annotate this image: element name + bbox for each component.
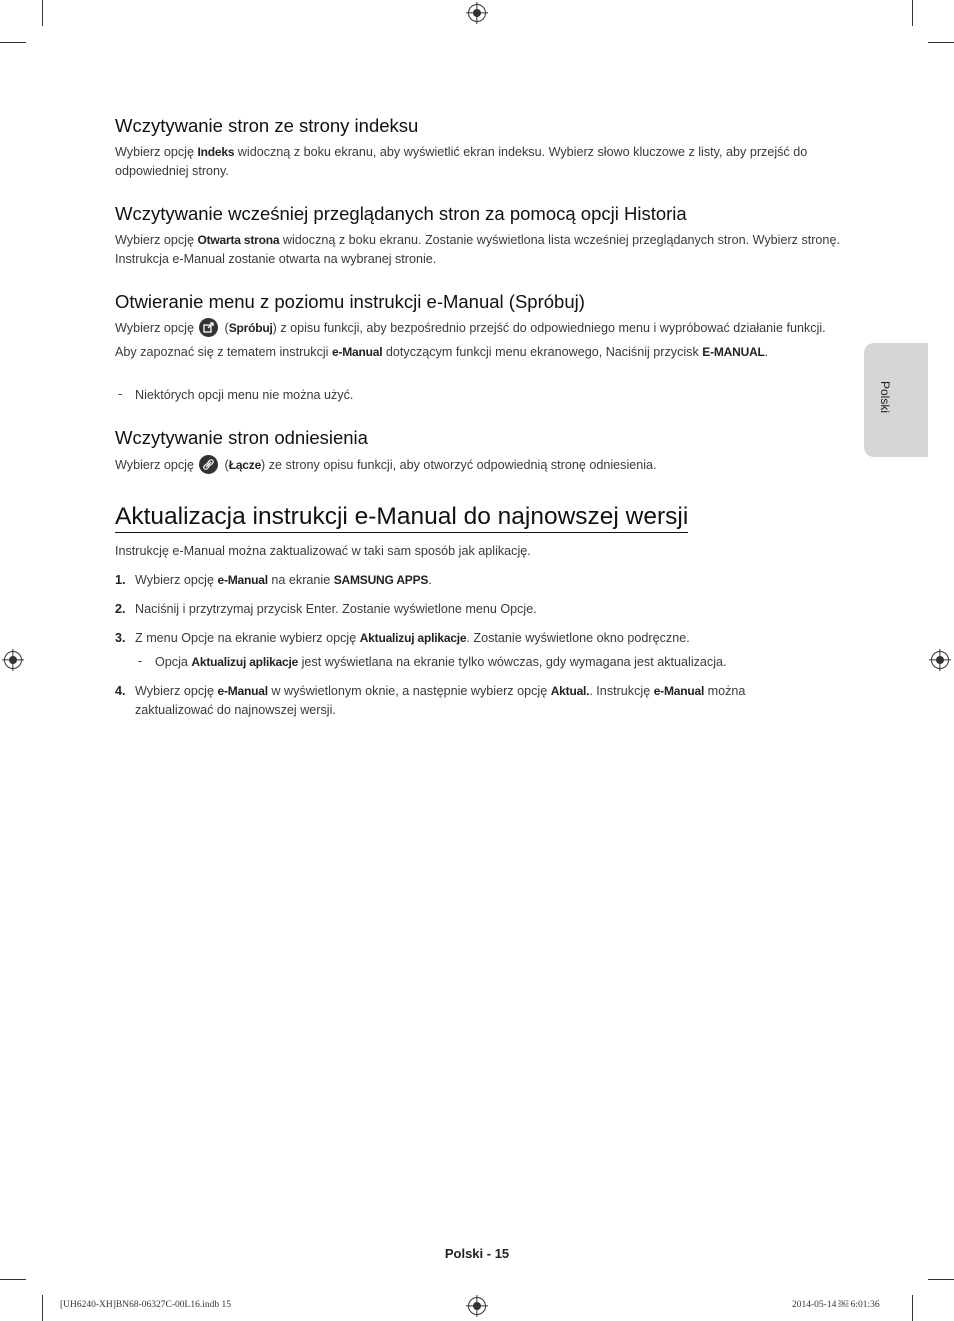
page-number: Polski - 15 (444, 1246, 510, 1261)
crop-mark (928, 1279, 954, 1280)
section-heading-link: Wczytywanie stron odniesienia (115, 427, 368, 448)
try-icon (199, 318, 218, 337)
note-dash: - (138, 654, 143, 668)
page-title: Aktualizacja instrukcji e-Manual do najnowszej wersji (115, 503, 688, 533)
term-sprobuj: Spróbuj (228, 321, 273, 335)
section-heading-history: Wczytywanie wcześniej przeglądanych stron za pomocą opcji Historia (115, 203, 687, 224)
section-text-link: Wybierz opcję (Łącze) ze strony opisu funkcji, aby otworzyć odpowiednią stronę odniesienia. (115, 455, 845, 475)
term-e-manual-button: E-MANUAL (702, 345, 765, 359)
crop-mark (928, 42, 954, 43)
print-slug-left: [UH6240-XH]BN68-06327C-00L16.indb 15 (60, 1300, 231, 1310)
step-text: Wybierz opcję e-Manual na ekranie SAMSUNG APPS. (135, 573, 432, 587)
registration-mark-icon (931, 651, 949, 669)
side-tab-label: Polski (878, 381, 892, 414)
note-dash: - (118, 387, 123, 401)
term-indeks: Indeks (197, 145, 235, 159)
registration-mark-icon (468, 1297, 486, 1315)
crop-mark (0, 42, 26, 43)
section-text-try-1: Wybierz opcję (Spróbuj) z opisu funkcji, aby bezpośrednio przejść do odpowiedniego menu i wypróbować działanie funkcji. (115, 318, 875, 338)
step-number: 4. (115, 684, 126, 698)
term-lacze: Łącze (228, 458, 262, 472)
term-e-manual: e-Manual (331, 345, 383, 359)
step-number: 1. (115, 573, 126, 587)
step-text: Wybierz opcję e-Manual w wyświetlonym oknie, a następnie wybierz opcję Aktual.. Instrukcję e-Manual można zaktualizować do najnowszej wersji. (135, 684, 746, 717)
section-text-index: Wybierz opcję Indeks widoczną z boku ekranu, aby wyświetlić ekran indeksu. Wybierz słowo kluczowe z listy, aby przejść do odpowiedniej strony. (115, 145, 808, 178)
section-text-history: Wybierz opcję Otwarta strona widoczną z boku ekranu. Zostanie wyświetlona lista wcześniej przeglądanych stron. Wybierz stronę. Instrukcja e-Manual zostanie otwarta na wybranej stronie. (115, 233, 840, 266)
language-side-tab (864, 343, 928, 457)
section-heading-index: Wczytywanie stron ze strony indeksu (115, 115, 419, 136)
crop-mark (42, 1295, 43, 1321)
step-text: Naciśnij i przytrzymaj przycisk Enter. Zostanie wyświetlone menu Opcje. (135, 602, 537, 616)
section-note-try: Niektórych opcji menu nie można użyć. (135, 388, 354, 402)
print-slug-right: 2014-05-14 ￼ 6:01:36 (792, 1300, 880, 1310)
step-note: Opcja Aktualizuj aplikacje jest wyświetlana na ekranie tylko wówczas, gdy wymagana jest aktualizacja. (155, 655, 727, 669)
crop-mark (0, 1279, 26, 1280)
registration-mark-icon (4, 651, 22, 669)
intro-text: Instrukcję e-Manual można zaktualizować w taki sam sposób jak aplikację. (115, 544, 531, 558)
section-heading-try: Otwieranie menu z poziomu instrukcji e-Manual (Spróbuj) (115, 291, 585, 312)
term-otwarta-strona: Otwarta strona (197, 233, 280, 247)
link-icon (199, 455, 218, 474)
crop-mark (912, 0, 913, 26)
step-number: 3. (115, 631, 126, 645)
registration-mark-icon (468, 4, 486, 22)
step-text: Z menu Opcje na ekranie wybierz opcję Aktualizuj aplikacje. Zostanie wyświetlone okno podręczne. (135, 631, 690, 645)
step-number: 2. (115, 602, 126, 616)
crop-mark (912, 1295, 913, 1321)
crop-mark (42, 0, 43, 26)
section-text-try-2: Aby zapoznać się z tematem instrukcji e-Manual dotyczącym funkcji menu ekranowego, Naciśnij przycisk E-MANUAL. (115, 345, 769, 359)
